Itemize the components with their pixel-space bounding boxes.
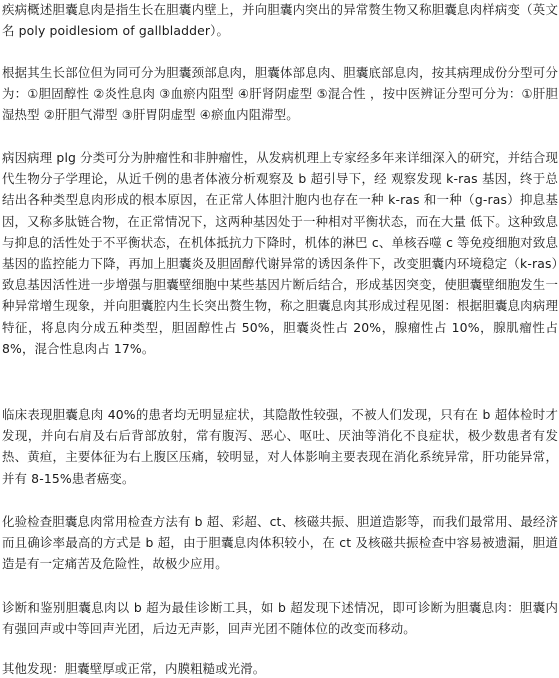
paragraph-classification: 根据其生长部位但为同可分为胆囊颈部息肉，胆囊体部息肉、胆囊底部息肉，按其病理成份分型可分为：①胆固醇性 ②炎性息肉 ③血瘀内阻型 ④肝肾阴虚型 ⑤混合性 ，按中医辨证分型可分为：①肝胆湿热型 ②肝胆气滞型 ③肝胃阴虚型 ④瘀血内阻滞型。 <box>2 65 558 123</box>
paragraph-etiology-pathology: 病因病理 plg 分类可分为肿瘤性和非肿瘤性，从发病机理上专家经多年来详细深入的研究，并结合现代生物分子学理论，从近千例的患者体液分析观察及 b 超引导下，经 观察发现 k-ras 基因，终于总结出各种类型息肉形成的根本原因，在正常人体胆汁胞内也存在一种 k-ras 和一种（g-ras）抑息基因，又称多肽链合物，在正常情况下，这两种基因处于一种相对平衡状态，而在大量 低下。这种致息与抑息的活性处于不平衡状态，在机体抵抗力下降时，机体的淋巴 c、单核吞噬 c 等免疫细胞对致息基因的监控能力下降，再加上胆囊炎及胆固醇代谢异常的诱因条件下，改变胆囊内环境稳定（k-ras）致息基因活性进一步增强与胆囊壁细胞中某些基因片断后结合，形成基因突变，使胆囊壁细胞发生一种异常增生现象，并向胆囊腔内生长突出赘生物，称之胆囊息肉其形成过程见图：根据胆囊息肉病理特征，将息肉分成五种类型，胆固醇性占 50%，胆囊炎性占 20%，腺瘤性占 10%，腺肌瘤性占 8%，混合性息肉占 17%。 <box>2 150 558 356</box>
paragraph-diagnosis: 诊断和鉴别胆囊息肉以 b 超为最佳诊断工具，如 b 超发现下述情况，即可诊断为胆囊息肉：胆囊内有强回声或中等回声光团，后边无声影，回声光团不随体位的改变而移动。 <box>2 600 558 637</box>
paragraph-clinical-manifestation: 临床表现胆囊息肉 40%的患者均无明显症状，其隐散性较强，不被人们发现，只有在 b 超体检时才发现，并向右肩及右后背部放射，常有腹泻、恶心、呕吐、厌油等消化不良症状，极少数患者有发热、黄疸，主要体征为右上腹区压痛，较明显，对人体影响主要表现在消化系统异常，肝功能异常，并有 8-15%患者癌变。 <box>2 407 558 486</box>
paragraph-other-findings: 其他发现：胆囊壁厚或正常，内膜粗糙或光滑。 <box>2 661 266 676</box>
paragraph-lab-examination: 化验检查胆囊息肉常用检查方法有 b 超、彩超、ct、核磁共振、胆道造影等，而我们最常用、最经济而且确诊率最高的方式是 b 超，由于胆囊息肉体积较小，在 ct 及核磁共振检查中容易被遗漏，胆道造是有一定痛苦及危险性，故极少应用。 <box>2 514 558 572</box>
paragraph-overview: 疾病概述胆囊息肉是指生长在胆囊内壁上，并向胆囊内突出的异常赘生物又称胆囊息肉样病变（英文名 poly poidlesiom of gallbladder）。 <box>2 2 558 39</box>
